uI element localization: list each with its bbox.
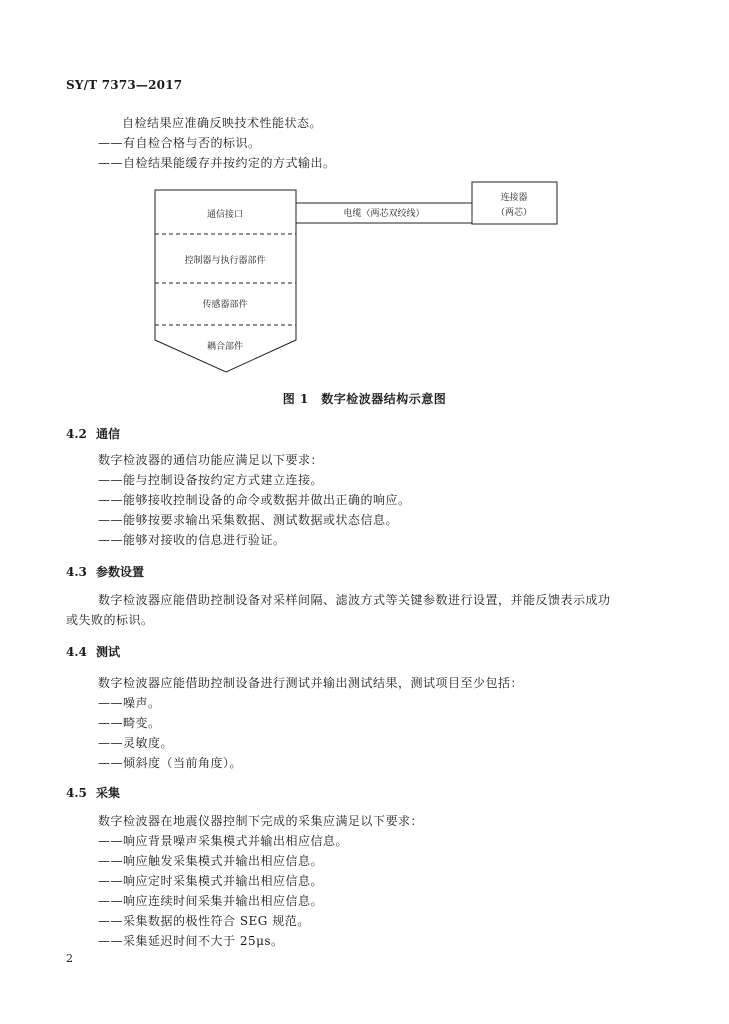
figure-caption: 图 1 数字检波器结构示意图 — [282, 392, 447, 406]
section-title: 通信 — [96, 427, 121, 441]
section-4-4-line-4: ——灵敏度。 — [98, 736, 174, 750]
standard-number-header: SY/T 7373—2017 — [66, 78, 183, 92]
section-4-2-line-3: ——能够接收控制设备的命令或数据并做出正确的响应。 — [98, 493, 411, 507]
section-4-3-line-2: 或失败的标识。 — [66, 613, 154, 627]
intro-line-1: 自检结果应准确反映技术性能状态。 — [122, 116, 323, 130]
section-4-4-line-5: ——倾斜度（当前角度）。 — [98, 756, 243, 770]
section-title: 参数设置 — [96, 565, 145, 579]
section-4-5-line-7: ——采集延迟时间不大于 25μs。 — [98, 934, 284, 948]
structure-diagram — [0, 0, 729, 390]
section-coupling: 耦合部件 — [206, 342, 244, 352]
section-title: 测试 — [96, 645, 121, 659]
connector-label: 连接器 — [500, 193, 528, 203]
section-heading-4-2 — [66, 425, 120, 442]
section-heading-4-3 — [66, 563, 144, 580]
cable-label: 电缆（两芯双绞线） — [343, 209, 425, 219]
page-number: 2 — [66, 952, 73, 965]
intro-line-3: ——自检结果能缓存并按约定的方式输出。 — [98, 156, 336, 170]
section-comm-interface: 通信接口 — [206, 210, 244, 220]
section-4-2-line-5: ——能够对接收的信息进行验证。 — [98, 533, 286, 547]
section-4-5-line-3: ——响应触发采集模式并输出相应信息。 — [98, 854, 324, 868]
section-number: 4.3 — [66, 565, 87, 579]
intro-line-2: ——有自检合格与否的标识。 — [98, 136, 261, 150]
section-4-4-line-2: ——噪声。 — [98, 696, 161, 710]
section-4-5-line-1: 数字检波器在地震仪器控制下完成的采集应满足以下要求： — [98, 814, 424, 828]
section-number: 4.4 — [66, 645, 87, 659]
section-sensor: 传感器部件 — [202, 300, 248, 310]
section-controller-actuator: 控制器与执行器部件 — [184, 256, 266, 266]
section-4-5-line-6: ——采集数据的极性符合 SEG 规范。 — [98, 914, 310, 928]
section-4-4-line-3: ——畸变。 — [98, 716, 161, 730]
section-4-5-line-5: ——响应连续时间采集并输出相应信息。 — [98, 894, 324, 908]
section-4-2-line-2: ——能与控制设备按约定方式建立连接。 — [98, 473, 324, 487]
section-title: 采集 — [96, 786, 121, 800]
section-4-4-line-1: 数字检波器应能借助控制设备进行测试并输出测试结果，测试项目至少包括： — [98, 676, 524, 690]
section-4-5-line-2: ——响应背景噪声采集模式并输出相应信息。 — [98, 834, 349, 848]
section-heading-4-5 — [66, 784, 120, 801]
section-4-2-line-4: ——能够按要求输出采集数据、测试数据或状态信息。 — [98, 513, 399, 527]
section-4-2-line-1: 数字检波器的通信功能应满足以下要求： — [98, 453, 324, 467]
connector-sublabel: （两芯） — [495, 208, 533, 218]
section-number: 4.2 — [66, 427, 87, 441]
section-4-3-line-1: 数字检波器应能借助控制设备对采样间隔、滤波方式等关键参数进行设置，并能反馈表示成功 — [98, 593, 611, 607]
section-4-5-line-4: ——响应定时采集模式并输出相应信息。 — [98, 874, 324, 888]
section-number: 4.5 — [66, 786, 87, 800]
section-heading-4-4 — [66, 643, 120, 660]
